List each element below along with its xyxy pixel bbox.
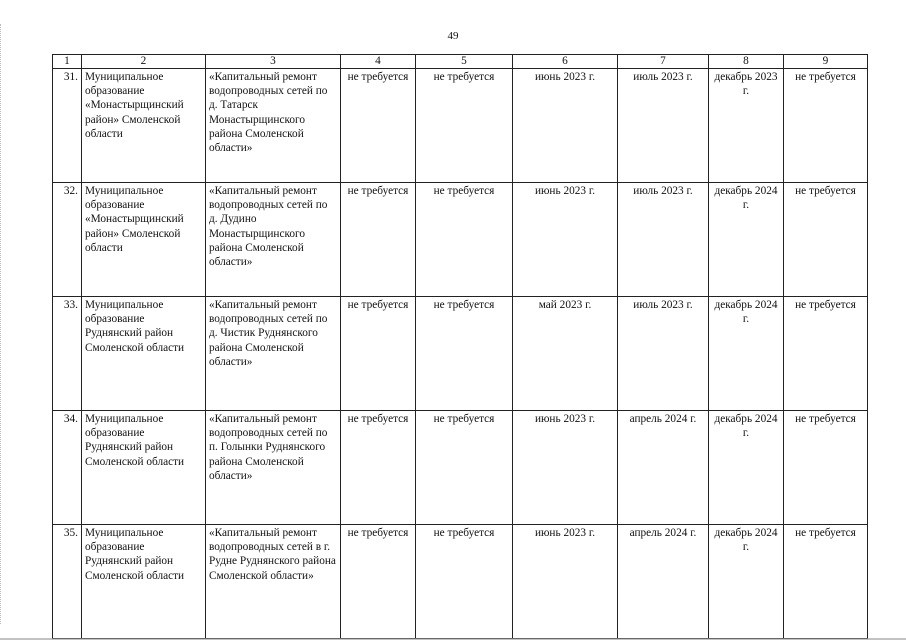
- column-number: 5: [416, 55, 513, 69]
- column-number: 8: [709, 55, 784, 69]
- column-6-cell: июнь 2023 г.: [513, 411, 618, 525]
- column-6-cell: июнь 2023 г.: [513, 183, 618, 297]
- object-name-cell: «Капитальный ремонт водопроводных сетей по д. Татарск Монастырщинского района Смоленской области»: [206, 69, 341, 183]
- column-4-cell: не требуется: [341, 183, 416, 297]
- column-9-cell: не требуется: [784, 183, 868, 297]
- column-8-cell: декабрь 2023 г.: [709, 69, 784, 183]
- column-number: 6: [513, 55, 618, 69]
- column-number: 9: [784, 55, 868, 69]
- row-number: 35.: [53, 525, 82, 639]
- table-row: [53, 69, 868, 183]
- column-number: 7: [618, 55, 709, 69]
- column-number-row: [53, 55, 868, 69]
- table-row: [53, 297, 868, 411]
- column-8-cell: декабрь 2024 г.: [709, 525, 784, 639]
- object-name-cell: «Капитальный ремонт водопроводных сетей по д. Дудино Монастырщинского района Смоленской области»: [206, 183, 341, 297]
- municipality-cell: Муниципальное образование Руднянский район Смоленской области: [82, 297, 206, 411]
- page-number: 49: [447, 30, 459, 42]
- column-7-cell: апрель 2024 г.: [618, 525, 709, 639]
- table-row: [53, 183, 868, 297]
- column-number: 2: [82, 55, 206, 69]
- column-5-cell: не требуется: [416, 297, 513, 411]
- municipality-cell: Муниципальное образование «Монастырщинский район» Смоленской области: [82, 69, 206, 183]
- column-8-cell: декабрь 2024 г.: [709, 297, 784, 411]
- column-7-cell: июль 2023 г.: [618, 183, 709, 297]
- column-5-cell: не требуется: [416, 69, 513, 183]
- column-9-cell: не требуется: [784, 411, 868, 525]
- municipality-cell: Муниципальное образование «Монастырщинский район» Смоленской области: [82, 183, 206, 297]
- column-6-cell: июнь 2023 г.: [513, 525, 618, 639]
- object-name-cell: «Капитальный ремонт водопроводных сетей в г. Рудне Руднянского района Смоленской области»: [206, 525, 341, 639]
- column-8-cell: декабрь 2024 г.: [709, 183, 784, 297]
- column-4-cell: не требуется: [341, 411, 416, 525]
- column-number: 4: [341, 55, 416, 69]
- column-4-cell: не требуется: [341, 525, 416, 639]
- column-7-cell: июль 2023 г.: [618, 297, 709, 411]
- table-row: [53, 411, 868, 525]
- column-9-cell: не требуется: [784, 297, 868, 411]
- column-6-cell: июнь 2023 г.: [513, 69, 618, 183]
- column-4-cell: не требуется: [341, 69, 416, 183]
- column-4-cell: не требуется: [341, 297, 416, 411]
- object-name-cell: «Капитальный ремонт водопроводных сетей по п. Голынки Руднянского района Смоленской области»: [206, 411, 341, 525]
- column-number: 1: [53, 55, 82, 69]
- column-number: 3: [206, 55, 341, 69]
- row-number: 33.: [53, 297, 82, 411]
- object-name-cell: «Капитальный ремонт водопроводных сетей по д. Чистик Руднянского района Смоленской области»: [206, 297, 341, 411]
- schedule-table: [52, 54, 868, 639]
- column-6-cell: май 2023 г.: [513, 297, 618, 411]
- column-9-cell: не требуется: [784, 525, 868, 639]
- row-number: 34.: [53, 411, 82, 525]
- municipality-cell: Муниципальное образование Руднянский район Смоленской области: [82, 411, 206, 525]
- column-5-cell: не требуется: [416, 525, 513, 639]
- column-5-cell: не требуется: [416, 411, 513, 525]
- column-5-cell: не требуется: [416, 183, 513, 297]
- column-7-cell: июль 2023 г.: [618, 69, 709, 183]
- column-9-cell: не требуется: [784, 69, 868, 183]
- column-7-cell: апрель 2024 г.: [618, 411, 709, 525]
- scan-edge-mark: [0, 24, 3, 624]
- municipality-cell: Муниципальное образование Руднянский район Смоленской области: [82, 525, 206, 639]
- table-row: [53, 525, 868, 639]
- row-number: 31.: [53, 69, 82, 183]
- column-8-cell: декабрь 2024 г.: [709, 411, 784, 525]
- row-number: 32.: [53, 183, 82, 297]
